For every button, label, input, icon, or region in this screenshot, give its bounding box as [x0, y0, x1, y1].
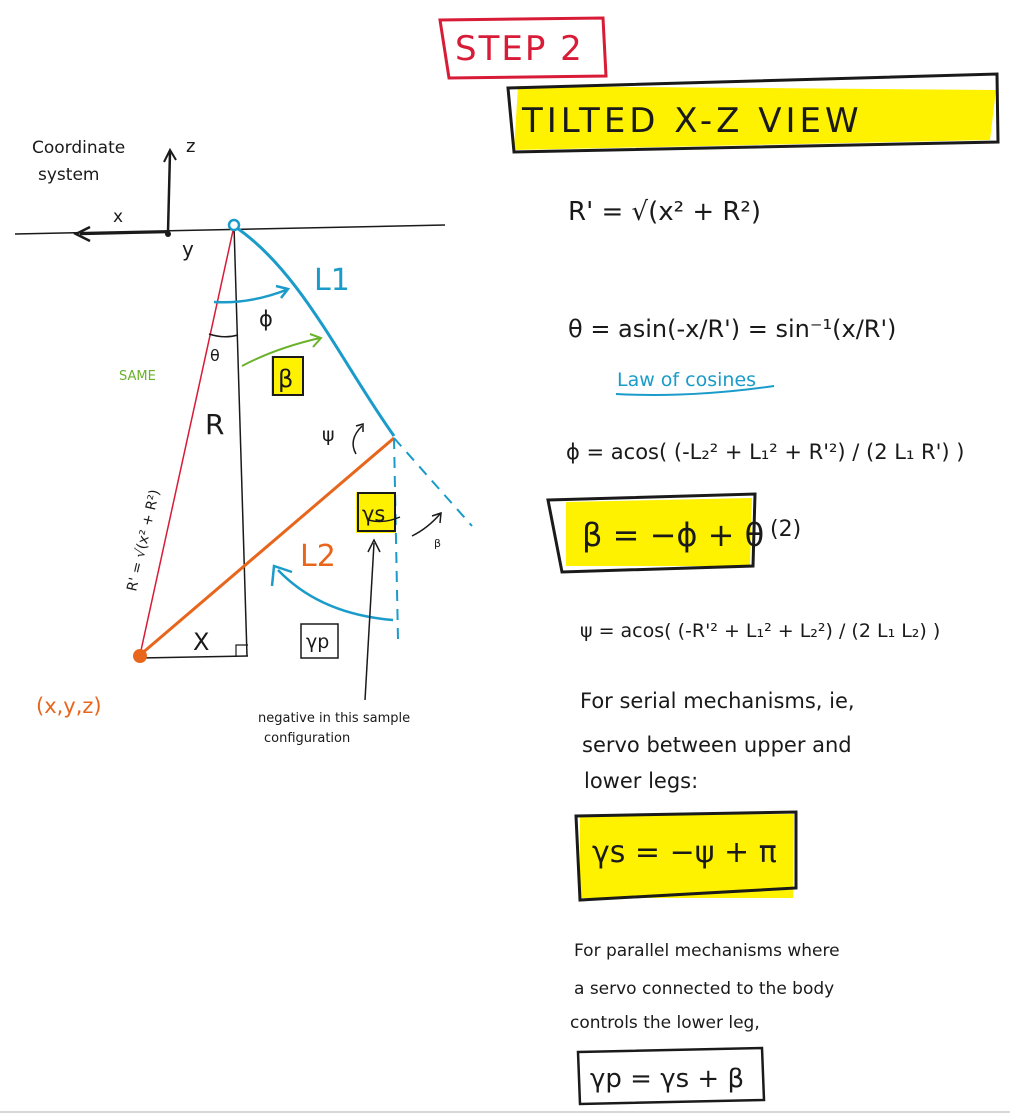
l1-label: L1: [314, 263, 350, 298]
coord-label-line2: system: [38, 165, 100, 185]
psi-equation: ψ = acos( (-R'² + L₁² + L₂²) / (2 L₁ L₂) ): [580, 620, 941, 642]
y-axis-label: y: [182, 237, 194, 261]
x-horizontal-line: [140, 656, 248, 658]
vertical-reference-dashed: [394, 438, 398, 640]
view-title-header: [508, 74, 998, 152]
r-vertical-line: [234, 226, 247, 656]
step-label: STEP 2: [455, 29, 584, 69]
negative-note-pointer: [365, 543, 374, 700]
r-label: R: [205, 408, 225, 441]
psi-arc: [353, 426, 362, 454]
gamma-s-equation: γs = −ψ + π: [592, 835, 777, 870]
beta-equation-number: (2): [770, 517, 802, 542]
gamma-s-box-label: γs: [362, 502, 386, 526]
parallel-note-line1: For parallel mechanisms where: [574, 941, 840, 961]
z-axis-line: [168, 152, 170, 232]
parallel-note-line3: controls the lower leg,: [570, 1013, 760, 1033]
psi-label: ψ: [322, 424, 335, 446]
origin-dot: [165, 231, 171, 237]
negative-note-line1: negative in this sample: [258, 711, 411, 726]
r-prime-label: R' = √(x² + R²): [124, 488, 164, 593]
gamma-p-equation: γp = γs + β: [590, 1064, 745, 1094]
l1-extension-dashed: [394, 438, 472, 526]
r-prime-equation: R' = √(x² + R²): [568, 197, 761, 227]
same-note: SAME: [119, 369, 156, 384]
serial-note-line1: For serial mechanisms, ie,: [580, 689, 855, 713]
z-axis-label: z: [186, 136, 196, 157]
phi-label: ϕ: [259, 307, 273, 331]
theta-equation: θ = asin(-x/R') = sin⁻¹(x/R'): [568, 315, 897, 343]
leg-diagram: [36, 220, 472, 746]
serial-note-line3: lower legs:: [584, 769, 699, 793]
beta-small-arc: [412, 514, 440, 536]
coord-label-line1: Coordinate: [32, 138, 126, 158]
x-label: X: [193, 628, 210, 656]
foot-point-label: (x,y,z): [36, 694, 102, 718]
serial-note-line2: servo between upper and: [582, 733, 852, 757]
phi-equation: ϕ = acos( (-L₂² + L₁² + R'²) / (2 L₁ R') ): [566, 440, 965, 464]
foot-point: [133, 649, 147, 663]
beta-small-label: β: [434, 537, 442, 550]
gamma-p-box-label: γp: [306, 631, 330, 653]
l1-link: [234, 226, 394, 436]
beta-box-label: β: [278, 365, 294, 393]
equations-panel: [548, 197, 964, 1104]
hip-joint: [229, 220, 239, 230]
law-of-cosines-label: Law of cosines: [617, 369, 757, 391]
view-title: TILTED X-Z VIEW: [522, 101, 863, 141]
x-axis-label: x: [113, 207, 124, 227]
l2-label: L2: [300, 539, 336, 574]
parallel-note-line2: a servo connected to the body: [574, 979, 835, 999]
theta-label: θ: [210, 346, 220, 365]
coordinate-system: [32, 136, 195, 261]
step-header: [440, 18, 606, 78]
phi-arc: [214, 290, 286, 302]
l2-link: [140, 438, 394, 655]
beta-equation: β = −ϕ + θ: [582, 516, 765, 554]
theta-arc: [209, 334, 238, 337]
negative-note-line2: configuration: [264, 731, 351, 746]
gamma-p-arrow: [272, 566, 292, 586]
gamma-p-arc: [278, 570, 393, 620]
